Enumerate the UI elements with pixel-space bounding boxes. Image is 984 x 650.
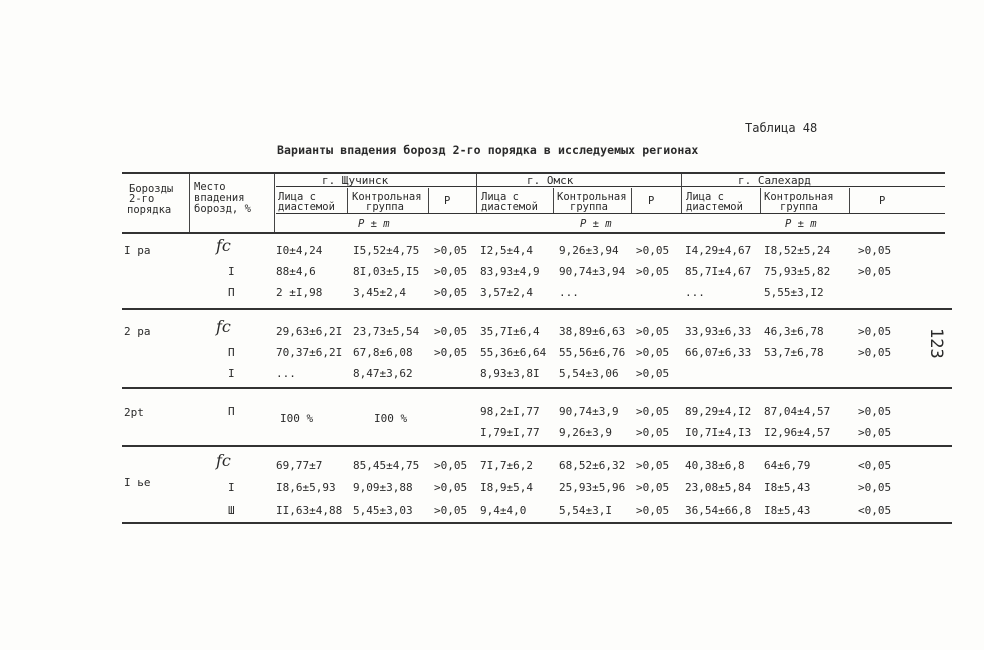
value-cell: I,79±I,77: [480, 426, 540, 439]
value-cell: >0,05: [636, 481, 670, 494]
value-cell: 5,55±3,I2: [764, 286, 824, 299]
value-cell: 46,3±6,78: [764, 325, 824, 338]
header-bottom-rule: [122, 232, 945, 234]
place-label: П: [228, 405, 235, 418]
value-cell: 90,74±3,94: [559, 265, 626, 278]
pm-omsk: Р ± m: [580, 218, 612, 230]
sub-diastema-o-1: Лица с: [481, 191, 519, 203]
pm-salekhard: Р ± m: [785, 218, 817, 230]
header-furrow-1: Борозды: [129, 183, 174, 195]
sub-diastema-k-2: диастемой: [686, 201, 743, 213]
place-label: Ш: [228, 504, 235, 517]
value-cell: 7I,7±6,2: [480, 459, 533, 472]
value-cell: 9,26±3,94: [559, 244, 619, 257]
value-cell: 25,93±5,96: [559, 481, 626, 494]
place-label: П: [228, 346, 235, 359]
value-cell: 8I,03±5,I5: [353, 265, 420, 278]
value-cell: 68,52±6,32: [559, 459, 626, 472]
sub-control-o-2: группа: [570, 201, 608, 213]
sub-p-s: Р: [444, 195, 451, 207]
place-label: П: [228, 286, 235, 299]
value-cell: >0,05: [636, 426, 670, 439]
value-cell: >0,05: [434, 325, 468, 338]
value-cell: I8,52±5,24: [764, 244, 831, 257]
sub-control-s-2: группа: [366, 201, 404, 213]
value-cell: >0,05: [434, 504, 468, 517]
value-cell: I5,52±4,75: [353, 244, 420, 257]
value-cell: I8,6±5,93: [276, 481, 336, 494]
vrule-8: [681, 174, 682, 213]
value-cell: >0,05: [858, 426, 892, 439]
value-cell: >0,05: [636, 244, 670, 257]
value-cell: 9,4±4,0: [480, 504, 527, 517]
sub-diastema-s-1: Лица с: [278, 191, 316, 203]
place-label: I: [228, 481, 235, 494]
sub-p-k: Р: [879, 195, 886, 207]
sub-control-k-2: группа: [780, 201, 818, 213]
value-cell: I0±4,24: [276, 244, 323, 257]
value-cell: <0,05: [858, 504, 892, 517]
value-cell: 87,04±4,57: [764, 405, 831, 418]
value-cell: 35,7I±6,4: [480, 325, 540, 338]
value-cell: 70,37±6,2I: [276, 346, 343, 359]
vrule-6: [553, 188, 554, 213]
value-cell: 5,54±3,I: [559, 504, 612, 517]
place-symbol: fc: [216, 236, 231, 255]
value-cell: >0,05: [434, 459, 468, 472]
table-bottom-rule: [122, 522, 952, 524]
group-rule-2: [122, 387, 952, 389]
sub-diastema-k-1: Лица с: [686, 191, 724, 203]
value-cell: 83,93±4,9: [480, 265, 540, 278]
value-cell: 55,56±6,76: [559, 346, 626, 359]
value-cell: 23,73±5,54: [353, 325, 420, 338]
value-cell: 89,29±4,I2: [685, 405, 752, 418]
value-cell: ...: [276, 367, 296, 380]
value-cell: >0,05: [858, 265, 892, 278]
sub-p-o: Р: [648, 195, 655, 207]
place-symbol: fc: [216, 451, 231, 470]
value-cell: >0,05: [636, 367, 670, 380]
furrow-label: 2рt: [124, 406, 144, 419]
value-cell: 53,7±6,78: [764, 346, 824, 359]
pm-schuchinsk: Р ± m: [358, 218, 390, 230]
vrule-9: [760, 188, 761, 213]
table-title: Варианты впадения борозд 2-го порядка в исследуемых регионах: [277, 143, 699, 157]
value-cell: I8,9±5,4: [480, 481, 533, 494]
value-cell: I8±5,43: [764, 481, 811, 494]
value-cell: ...: [559, 286, 579, 299]
value-cell: 23,08±5,84: [685, 481, 752, 494]
value-cell: >0,05: [858, 405, 892, 418]
vrule-1: [189, 174, 190, 232]
value-cell: >0,05: [434, 286, 468, 299]
value-cell: 36,54±66,8: [685, 504, 752, 517]
value-cell: 33,93±6,33: [685, 325, 752, 338]
value-cell: >0,05: [434, 265, 468, 278]
header-furrow-2: 2-го: [129, 193, 155, 205]
furrow-label: I ра: [124, 244, 151, 257]
value-cell: 40,38±6,8: [685, 459, 745, 472]
vrule-7: [631, 188, 632, 213]
table-number: Таблица 48: [745, 121, 818, 135]
value-cell: 64±6,79: [764, 459, 811, 472]
header-sub-rule: [276, 213, 945, 214]
furrow-label: 2 ра: [124, 325, 151, 338]
vrule-10: [849, 188, 850, 213]
city-schuchinsk: г. Щучинск: [322, 174, 389, 187]
value-cell: 90,74±3,9: [559, 405, 619, 418]
value-cell: >0,05: [636, 459, 670, 472]
value-cell: 8,93±3,8I: [480, 367, 540, 380]
value-cell: 3,45±2,4: [353, 286, 406, 299]
value-cell: >0,05: [858, 325, 892, 338]
value-cell: >0,05: [434, 346, 468, 359]
value-cell: 8,47±3,62: [353, 367, 413, 380]
sub-diastema-s-2: диастемой: [278, 201, 335, 213]
sub-control-k-1: Контрольная: [764, 191, 834, 203]
group-rule-1: [122, 308, 952, 310]
value-cell: 3,57±2,4: [480, 286, 533, 299]
value-cell: 85,45±4,75: [353, 459, 420, 472]
value-cell: 9,09±3,88: [353, 481, 413, 494]
value-cell: >0,05: [434, 244, 468, 257]
schuchinsk-diastema-cell: I00 %: [280, 412, 314, 425]
value-cell: >0,05: [636, 504, 670, 517]
value-cell: 88±4,6: [276, 265, 316, 278]
value-cell: I0,7I±4,I3: [685, 426, 752, 439]
schuchinsk-control-cell: I00 %: [374, 412, 408, 425]
value-cell: >0,05: [636, 265, 670, 278]
header-furrow-3: порядка: [127, 204, 172, 216]
place-symbol: fc: [216, 317, 231, 336]
value-cell: 66,07±6,33: [685, 346, 752, 359]
value-cell: >0,05: [636, 405, 670, 418]
value-cell: 85,7I±4,67: [685, 265, 752, 278]
value-cell: <0,05: [858, 459, 892, 472]
sub-diastema-o-2: диастемой: [481, 201, 538, 213]
value-cell: ...: [685, 286, 705, 299]
furrow-label: I ье: [124, 476, 151, 489]
sub-control-o-1: Контрольная: [557, 191, 627, 203]
value-cell: I8±5,43: [764, 504, 811, 517]
value-cell: 75,93±5,82: [764, 265, 831, 278]
value-cell: 67,8±6,08: [353, 346, 413, 359]
value-cell: 38,89±6,63: [559, 325, 626, 338]
sub-control-s-1: Контрольная: [352, 191, 422, 203]
header-place-3: борозд, %: [194, 203, 251, 215]
vrule-3: [347, 188, 348, 213]
value-cell: 5,45±3,03: [353, 504, 413, 517]
value-cell: >0,05: [434, 481, 468, 494]
value-cell: 69,77±7: [276, 459, 323, 472]
group-rule-3: [122, 445, 952, 447]
value-cell: 98,2±I,77: [480, 405, 540, 418]
city-salekhard: г. Салехард: [738, 174, 811, 187]
value-cell: I2,5±4,4: [480, 244, 533, 257]
value-cell: 2 ±I,98: [276, 286, 323, 299]
city-omsk: г. Омск: [527, 174, 574, 187]
header-place-1: Место: [194, 181, 226, 193]
value-cell: I2,96±4,57: [764, 426, 831, 439]
value-cell: >0,05: [858, 481, 892, 494]
value-cell: 5,54±3,06: [559, 367, 619, 380]
value-cell: I4,29±4,67: [685, 244, 752, 257]
value-cell: >0,05: [636, 346, 670, 359]
place-label: I: [228, 367, 235, 380]
header-place-2: впадения: [194, 192, 245, 204]
value-cell: >0,05: [858, 346, 892, 359]
vrule-5: [476, 174, 477, 213]
value-cell: 9,26±3,9: [559, 426, 612, 439]
page-number: 123: [926, 328, 946, 359]
value-cell: 29,63±6,2I: [276, 325, 343, 338]
vrule-4: [428, 188, 429, 213]
place-label: I: [228, 265, 235, 278]
vrule-2: [274, 174, 275, 232]
value-cell: 55,36±6,64: [480, 346, 547, 359]
value-cell: II,63±4,88: [276, 504, 343, 517]
value-cell: >0,05: [636, 325, 670, 338]
value-cell: >0,05: [858, 244, 892, 257]
